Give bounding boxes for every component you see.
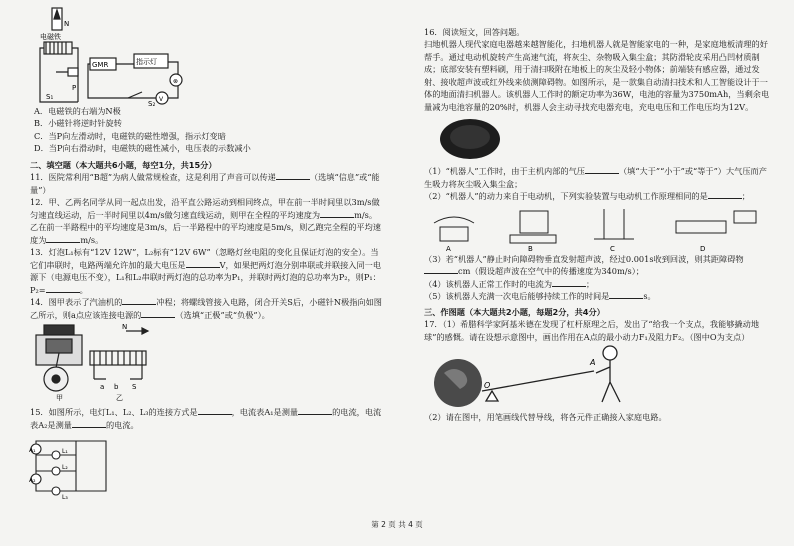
q10-option-c: C．当P向左滑动时，电磁铁的磁性增强，指示灯变暗 bbox=[34, 130, 226, 141]
right-column bbox=[424, 26, 774, 423]
q16-part2: （2）“机器人”的动力来自于电动机，下列实验装置与电动机工作原理相同的是 ； bbox=[424, 191, 750, 202]
question-11: 11．医院常利用“B超”为病人做常规检查，这是利用了声音可以传递 （选填“信息”或“能量”） bbox=[30, 172, 380, 195]
option-d-label: D bbox=[700, 244, 706, 253]
q16-part1: （1）“机器人”工作时，由于主机内部的气压 （填“大于”“小于”或“等于”）大气压而产生吸力将灰尘吸入集尘盒； bbox=[424, 166, 767, 189]
q16-5-answer-blank[interactable] bbox=[609, 290, 643, 299]
three-lamp-circuit-figure bbox=[30, 431, 120, 501]
svg-text:N: N bbox=[122, 322, 128, 331]
svg-text:V: V bbox=[159, 96, 164, 103]
q16-1-answer-blank[interactable] bbox=[585, 165, 619, 174]
electromagnet-gmr-circuit-figure bbox=[38, 2, 188, 110]
question-12: 12．甲、乙两名同学从同一起点出发，沿平直公路运动到相同终点，甲在前一半时间里以3m/s做匀速直线运动，后一半时间里以4m/s做匀速直线运动，则甲在全程的平均速度为 m/s。乙在前一半路程中的平均速度是3m/s，后一半路程中的平均速度是5m/s，则乙跑完全程的平均速度为 m/s。 bbox=[30, 197, 381, 245]
engine-and-solenoid-figure bbox=[30, 321, 330, 403]
q16-title: 16．阅读短文，回答问题。 bbox=[424, 27, 525, 37]
experiment-options-figure bbox=[424, 203, 774, 253]
q15-answer-blank-2[interactable] bbox=[298, 406, 332, 415]
q10-option-d: D．当P向右滑动时，电磁铁的磁性减小，电压表的示数减小 bbox=[34, 143, 251, 154]
point-a-label: a bbox=[100, 382, 105, 391]
q16-part5: （5）该机器人充满一次电后能够持续工作的时间是 s。 bbox=[424, 291, 656, 302]
q16-passage: 扫地机器人现代家庭电器越来越智能化，扫地机器人就是智能家电的一种，是家庭地板清理的好帮手。通过电动机旋转产生高速气流，将灰尘、杂物吸入集尘盒；其防滑轮皮采用凸凹材质制成；底部安装有塑料刷，用于清扫吸附在地板上的灰尘及轻小物体；前端装有感应器，通过发射、接收超声波或红外线来侦测障碍物。如图所示，是一款集自动清扫技术和人工智能设计于一体的地面清扫机器人。该机器人工作时的额定功率为36W，电池的容量为3750mAh，当剩余电量减为电池容量的20%时，机器人会主动寻找充电器充电，充电电压和工作电压均为12V。 bbox=[424, 39, 770, 112]
q10-option-b: B．小磁针将逆时针旋转 bbox=[34, 118, 122, 129]
q16-part4: （4）该机器人正常工作时的电流为 ； bbox=[424, 278, 595, 289]
lever-earth-figure bbox=[424, 343, 774, 411]
section2-heading: 二、填空题（本大题共6小题，每空1分，共15分） bbox=[30, 159, 217, 170]
q15-answer-blank-3[interactable] bbox=[72, 419, 106, 428]
point-a-label: A bbox=[590, 357, 596, 367]
question-17-part2: （2）请在图中，用笔画线代替导线，将各元件正确接入家庭电路。 bbox=[424, 411, 667, 422]
svg-text:L₂: L₂ bbox=[62, 464, 68, 472]
question-17: 17．（1）希腊科学家阿基米德在发现了杠杆原理之后，发出了“给我一个支点，我能够撬动地球”的感慨。请在设想示意图中，画出作用在A点的最小动力F₁及阻力F₂。（图中O为支点） bbox=[424, 319, 760, 342]
fig-jia-label: 甲 bbox=[56, 393, 63, 402]
pivot-o-label: O bbox=[484, 380, 491, 390]
svg-text:S: S bbox=[132, 382, 137, 391]
option-b-label: B bbox=[528, 244, 533, 253]
svg-text:L₃: L₃ bbox=[62, 494, 68, 502]
option-a-label: A bbox=[446, 244, 451, 253]
svg-text:A₁: A₁ bbox=[29, 447, 36, 455]
q12-answer-blank-1[interactable] bbox=[320, 209, 354, 218]
svg-text:A₂: A₂ bbox=[29, 477, 36, 485]
q14-answer-blank-1[interactable] bbox=[122, 296, 156, 305]
question-15: 15．如图所示，电灯L₁、L₂、L₃的连接方式是 ，电流表A₁是测量 的电流，电流表A₂是测量 的电流。 bbox=[30, 407, 382, 430]
fig-yi-label: 乙 bbox=[116, 393, 123, 402]
q10-option-a: A．电磁铁的右端为N极 bbox=[34, 106, 121, 116]
switch-s2-label: S₂ bbox=[148, 100, 156, 108]
robot-vacuum-image bbox=[424, 115, 774, 163]
q12-answer-blank-2[interactable] bbox=[46, 234, 80, 243]
svg-text:⊗: ⊗ bbox=[173, 78, 179, 85]
q16-4-answer-blank[interactable] bbox=[552, 278, 586, 287]
switch-s1-label: S₁ bbox=[46, 93, 54, 101]
q11-answer-blank[interactable] bbox=[276, 171, 310, 180]
q16-3-answer-blank[interactable] bbox=[424, 265, 458, 274]
section3-heading: 三、作图题（本大题共2小题，每题2分，共4分） bbox=[424, 306, 605, 317]
q16-2-answer-blank[interactable] bbox=[708, 190, 742, 199]
question-14: 14．图甲表示了汽油机的 冲程；将螺线管接入电路，闭合开关S后，小磁针N极指向如图乙所示，则a点应该连接电源的 （选填“正极”或“负极”）。 bbox=[30, 297, 382, 320]
q15-answer-blank-1[interactable] bbox=[198, 406, 232, 415]
gmr-label: GMR bbox=[92, 61, 109, 69]
question-13: 13．灯泡L₁标有“12V 12W”，L₂标有“12V 6W”（忽略灯丝电阻的变化且保证灯泡的安全）。当它们串联时，电路两端允许加的最大电压是 V，如果把两灯泡分别串联或并联接入同一电源下（电源电压不变），L₁和L₂串联时两灯泡的总功率为P₁，并联时两灯泡的总功率为P₂，则P₁：P₂= 。 bbox=[30, 247, 382, 295]
indicator-lamp-label: 指示灯 bbox=[136, 58, 157, 66]
q16-part3: （3）若“机器人”静止时向障碍物垂直发射超声波，经过0.001s收到回波，则其距障碍物cm（假设超声波在空气中的传播速度为340m/s）； bbox=[424, 253, 744, 277]
q13-answer-blank-1[interactable] bbox=[186, 259, 220, 268]
point-b-label: b bbox=[114, 382, 119, 391]
page-footer: 第 2 页 共 4 页 bbox=[371, 520, 423, 529]
svg-text:L₁: L₁ bbox=[62, 448, 68, 456]
electromagnet-label: 电磁铁 bbox=[40, 33, 61, 41]
slider-p-label: P bbox=[72, 84, 77, 92]
option-c-label: C bbox=[610, 244, 615, 253]
svg-text:N: N bbox=[64, 20, 70, 28]
q14-answer-blank-2[interactable] bbox=[141, 309, 175, 318]
q13-answer-blank-2[interactable] bbox=[46, 284, 80, 293]
